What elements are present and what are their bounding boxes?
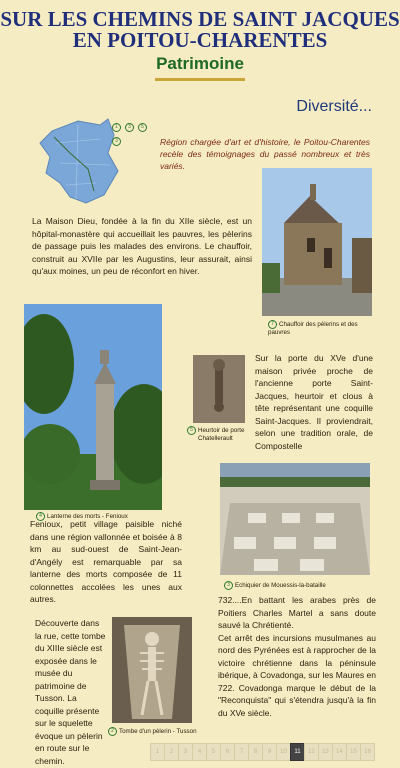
page-button[interactable]: 12 [304, 743, 319, 761]
lanterne-photo [24, 304, 162, 510]
tusson-text: Découverte dans la rue, cette tombe du XIIIe siècle est exposée dans le musée du patrimoine de Tusson. La coquille présente sur le squelette évoque un pèlerin en route sur le chemin. [35, 618, 106, 766]
page-button[interactable]: 13 [318, 743, 333, 761]
chauffoir-caption: Chauffoir des pèlerins et des pauvres [268, 321, 358, 337]
page-button[interactable]: 15 [346, 743, 361, 761]
heurtoir-caption-line2: Chatellerault [198, 435, 233, 443]
bataille-paragraph-2: Cet arrêt des incursions musulmanes au nord des Pyrénées est à rapprocher de la victoire chrétienne dans la péninsule ibérique, à Covadonga, sur les Maures en 722. Covadonga marque le début de la "Reconquista" qui s'étendra jusqu'à la fin du XVe siècle. [218, 632, 376, 718]
caption-number: 3 [224, 581, 233, 590]
maison-dieu-text: La Maison Dieu, fondée à la fin du XIIe siècle, est un hôpital-monastère qui accueillait les pauvres, les pèlerins de passage puis les malades des environs. Le chauffoir, construit au XVIIe par les Augustins, leur assurait, ainsi qu'aux moines, un peu de réconfort en hiver. [32, 216, 252, 276]
page-title-line1: SUR LES CHEMINS DE SAINT JACQUES [0, 7, 400, 31]
map-marker[interactable]: 3 [112, 137, 121, 146]
caption-number: 5 [187, 426, 196, 435]
caption-number: 7 [268, 320, 277, 329]
bataille-text [218, 594, 376, 719]
caption-number: 4 [36, 512, 45, 521]
page-button[interactable]: 9 [262, 743, 277, 761]
page-button[interactable]: 4 [192, 743, 207, 761]
caption-number: 2 [108, 727, 117, 736]
page-title-line2: EN POITOU-CHARENTES [72, 28, 328, 52]
page-button[interactable]: 6 [220, 743, 235, 761]
heurtoir-caption-line1: Heurtoir de porte [198, 427, 245, 435]
section-heading: Diversité... [296, 98, 372, 115]
page-button[interactable]: 3 [178, 743, 193, 761]
map-marker[interactable]: 1 [112, 123, 121, 132]
chauffoir-photo [262, 168, 372, 316]
intro-text: Région chargée d'art et d'histoire, le Poitou-Charentes recèle des témoignages du passé nombreux et très variés. [160, 137, 370, 171]
page-button[interactable]: 8 [248, 743, 263, 761]
echiquier-photo [220, 463, 370, 575]
page-subtitle: Patrimoine [156, 54, 244, 73]
heurtoir-photo [193, 355, 245, 423]
page-button[interactable]: 1 [150, 743, 165, 761]
page-button[interactable]: 14 [332, 743, 347, 761]
tusson-photo [112, 617, 192, 723]
tusson-caption: Tombe d'un pèlerin - Tusson [119, 728, 197, 736]
title-underline [155, 78, 245, 81]
map-marker[interactable]: 5 [138, 123, 147, 132]
lanterne-caption: Lanterne des morts - Fenioux [47, 513, 128, 521]
page-button[interactable]: 2 [164, 743, 179, 761]
heurtoir-text: Sur la porte du XVe d'une maison privée proche de l'ancienne porte Saint-Jacques, heurtoir et clous à tête représentant une coquille Saint-Jacques. Il proviendrait, selon une tradition orale, de Compostelle [255, 353, 373, 451]
page-button-current[interactable]: 11 [290, 743, 305, 761]
page-button[interactable]: 10 [276, 743, 291, 761]
bataille-paragraph-1: 732....En battant les arabes près de Poitiers Charles Martel a sans doute sauvé la Chrétienté. [218, 595, 376, 630]
echiquier-caption: Echiquier de Mouessis-la-bataille [235, 582, 326, 590]
page-button[interactable]: 5 [206, 743, 221, 761]
page-button[interactable]: 16 [360, 743, 375, 761]
page-navigation [150, 741, 380, 761]
region-map [30, 113, 160, 208]
page-button[interactable]: 7 [234, 743, 249, 761]
fenioux-text: Fenioux, petit village paisible niché dans une région vallonnée et boisée à 8 km au sud-ouest de Saint-Jean-d'Angély est remarquable par sa lanterne des morts composée de 11 colonnettes accolées les unes aux autres. [30, 519, 182, 604]
map-marker[interactable]: 3 [125, 123, 134, 132]
